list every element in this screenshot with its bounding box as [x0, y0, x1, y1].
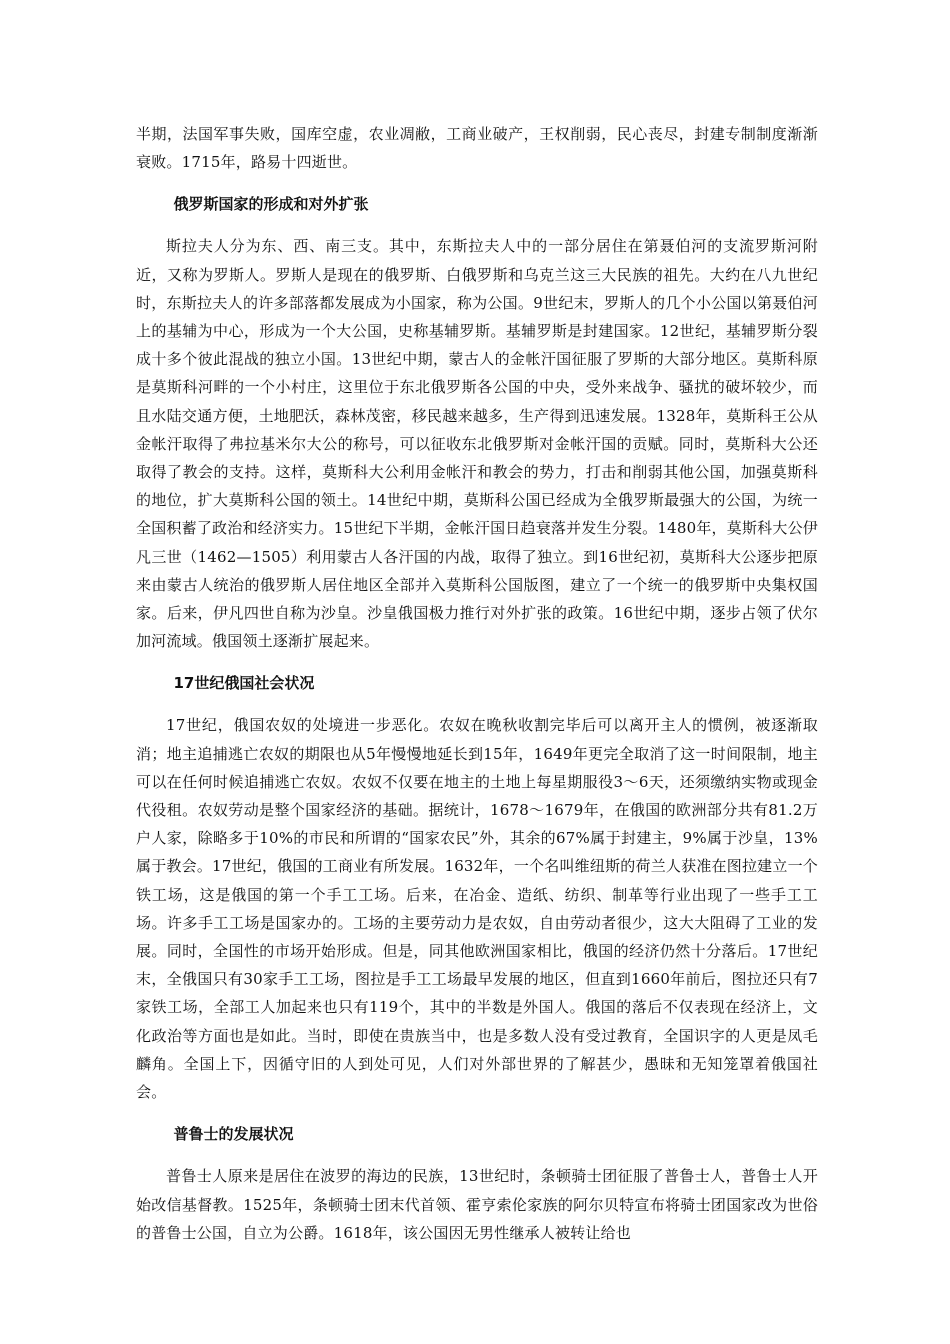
section-heading-russia-17c: 17世纪俄国社会状况: [173, 674, 315, 693]
document-page: [136, 120, 818, 1247]
section-heading-russia-state: 俄罗斯国家的形成和对外扩张: [173, 195, 369, 214]
section-heading-prussia: 普鲁士的发展状况: [173, 1125, 294, 1144]
section-paragraph-russia-17c: 17世纪，俄国农奴的处境进一步恶化。农奴在晚秋收割完毕后可以离开主人的惯例，被逐渐取消；地主追捕逃亡农奴的期限也从5年慢慢地延长到15年，1649年更完全取消了这一时间限制，地主可以在任何时候追捕逃亡农奴。农奴不仅要在地主的土地上每星期服役3～6天，还须缴纳实物或现金代役租。农奴劳动是整个国家经济的基础。据统计，1678～1679年，在俄国的欧洲部分共有81.2万户人家，除略多于10%的市民和所谓的“国家农民”外，其余的67%属于封建主，9%属于沙皇，13%属于教会。17世纪，俄国的工商业有所发展。1632年，一个名叫维纽斯的荷兰人获准在图拉建立一个铁工场，这是俄国的第一个手工工场。后来，在冶金、造纸、纺织、制革等行业出现了一些手工工场。许多手工工场是国家办的。工场的主要劳动力是农奴，自由劳动者很少，这大大阻碍了工业的发展。同时，全国性的市场开始形成。但是，同其他欧洲国家相比，俄国的经济仍然十分落后。17世纪末，全俄国只有30家手工工场，图拉是手工工场最早发展的地区，但直到1660年前后，图拉还只有7家铁工场，全部工人加起来也只有119个，其中的半数是外国人。俄国的落后不仅表现在经济上，文化政治等方面也是如此。当时，即使在贵族当中，也是多数人没有受过教育，全国识字的人更是凤毛麟角。全国上下，因循守旧的人到处可见，人们对外部世界的了解甚少，愚昧和无知笼罩着俄国社会。: [136, 716, 818, 1102]
intro-paragraph: 半期，法国军事失败，国库空虚，农业凋敝，工商业破产，王权削弱，民心丧尽，封建专制制度渐渐衰败。1715年，路易十四逝世。: [136, 125, 818, 172]
section-paragraph-prussia: 普鲁士人原来是居住在波罗的海边的民族，13世纪时，条顿骑士团征服了普鲁士人，普鲁士人开始改信基督教。1525年，条顿骑士团末代首领、霍亨索伦家族的阿尔贝特宣布将骑士团国家改为世俗的普鲁士公国，自立为公爵。1618年，该公国因无男性继承人被转让给也: [136, 1167, 818, 1242]
section-paragraph-russia-state: 斯拉夫人分为东、西、南三支。其中，东斯拉夫人中的一部分居住在第聂伯河的支流罗斯河附近，又称为罗斯人。罗斯人是现在的俄罗斯、白俄罗斯和乌克兰这三大民族的祖先。大约在八九世纪时，东斯拉夫人的许多部落都发展成为小国家，称为公国。9世纪末，罗斯人的几个小公国以第聂伯河上的基辅为中心，形成为一个大公国，史称基辅罗斯。基辅罗斯是封建国家。12世纪，基辅罗斯分裂成十多个彼此混战的独立小国。13世纪中期，蒙古人的金帐汗国征服了罗斯的大部分地区。莫斯科原是莫斯科河畔的一个小村庄，这里位于东北俄罗斯各公国的中央，受外来战争、骚扰的破坏较少，而且水陆交通方便，土地肥沃，森林茂密，移民越来越多，生产得到迅速发展。1328年，莫斯科王公从金帐汗取得了弗拉基米尔大公的称号，可以征收东北俄罗斯对金帐汗国的贡赋。同时，莫斯科大公还取得了教会的支持。这样，莫斯科大公利用金帐汗和教会的势力，打击和削弱其他公国，加强莫斯科的地位，扩大莫斯科公国的领土。14世纪中期，莫斯科公国已经成为全俄罗斯最强大的公国，为统一全国积蓄了政治和经济实力。15世纪下半期，金帐汗国日趋衰落并发生分裂。1480年，莫斯科大公伊凡三世（1462—1505）利用蒙古人各汗国的内战，取得了独立。到16世纪初，莫斯科大公逐步把原来由蒙古人统治的俄罗斯人居住地区全部并入莫斯科公国版图，建立了一个统一的俄罗斯中央集权国家。后来，伊凡四世自称为沙皇。沙皇俄国极力推行对外扩张的政策。16世纪中期，逐步占领了伏尔加河流域。俄国领土逐渐扩展起来。: [136, 237, 818, 651]
